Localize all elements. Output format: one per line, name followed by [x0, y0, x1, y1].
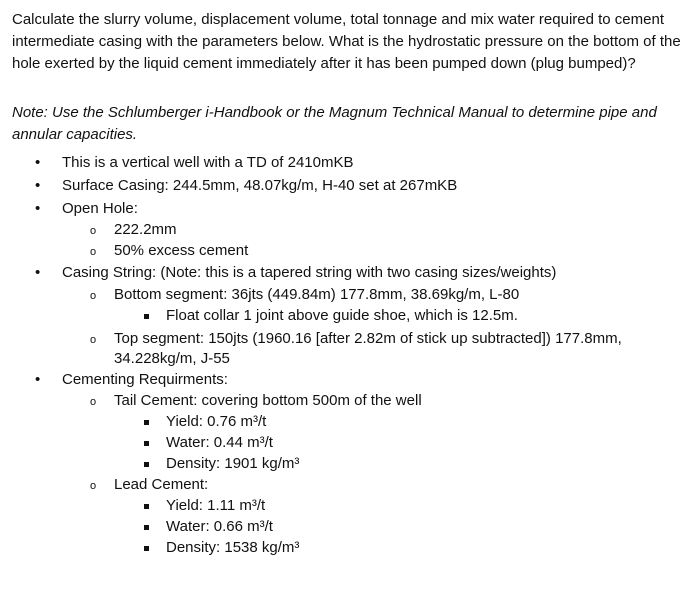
note-text: Note: Use the Schlumberger i-Handbook or the Magnum Technical Manual to determine pipe and annular capacities. [12, 104, 657, 143]
list-item-hole-size: 222.2mm [114, 221, 177, 238]
list-item-tail-water: Water: 0.44 m³/t [166, 434, 273, 451]
list-item-lead-yield: Yield: 1.11 m³/t [166, 497, 266, 514]
bullet-circle-icon: o [90, 480, 97, 492]
bullet-square-icon [144, 462, 149, 467]
bullet-circle-icon: o [90, 290, 97, 302]
bullet-circle-icon: o [90, 334, 97, 346]
list-item-open-hole: Open Hole: [62, 200, 138, 217]
list-item-tail-yield: Yield: 0.76 m³/t [166, 413, 267, 430]
bullet-disc-icon: • [35, 154, 41, 171]
list-item-tail-density: Density: 1901 kg/m³ [166, 455, 300, 472]
question-text: Calculate the slurry volume, displacement volume, total tonnage and mix water required to cement intermediate casing with the parameters below. What is the hydrostatic pressure on the bottom of the hole exerted by the liquid cement immediately after it has been pumped down (plug bumped)? [12, 11, 681, 72]
bullet-circle-icon: o [90, 396, 97, 408]
bullet-circle-icon: o [90, 246, 97, 258]
list-item-tail-cement: Tail Cement: covering bottom 500m of the well [114, 392, 422, 409]
list-item-float-collar: Float collar 1 joint above guide shoe, which is 12.5m. [166, 307, 518, 324]
list-item-bottom-segment: Bottom segment: 36jts (449.84m) 177.8mm, 38.69kg/m, L-80 [114, 286, 520, 303]
list-item-top-segment: Top segment: 150jts (1960.16 [after 2.82m of stick up subtracted]) 177.8mm, 34.228kg/m, J-55 [114, 330, 622, 367]
list-item-well: This is a vertical well with a TD of 2410mKB [62, 154, 354, 171]
list-item-lead-water: Water: 0.66 m³/t [166, 518, 273, 535]
bullet-square-icon [144, 314, 149, 319]
bullet-square-icon [144, 420, 149, 425]
bullet-square-icon [144, 525, 149, 530]
list-item-excess-cement: 50% excess cement [114, 242, 249, 259]
bullet-disc-icon: • [35, 264, 41, 281]
bullet-disc-icon: • [35, 200, 41, 217]
bullet-square-icon [144, 546, 149, 551]
bullet-circle-icon: o [90, 225, 97, 237]
list-item-lead-density: Density: 1538 kg/m³ [166, 539, 300, 556]
list-item-lead-cement: Lead Cement: [114, 476, 209, 493]
bullet-disc-icon: • [35, 371, 41, 388]
bullet-square-icon [144, 441, 149, 446]
list-item-cementing: Cementing Requirments: [62, 371, 228, 388]
list-item-surface-casing: Surface Casing: 244.5mm, 48.07kg/m, H-40 set at 267mKB [62, 177, 458, 194]
bullet-square-icon [144, 504, 149, 509]
bullet-disc-icon: • [35, 177, 41, 194]
list-item-casing-string: Casing String: (Note: this is a tapered string with two casing sizes/weights) [62, 264, 557, 281]
